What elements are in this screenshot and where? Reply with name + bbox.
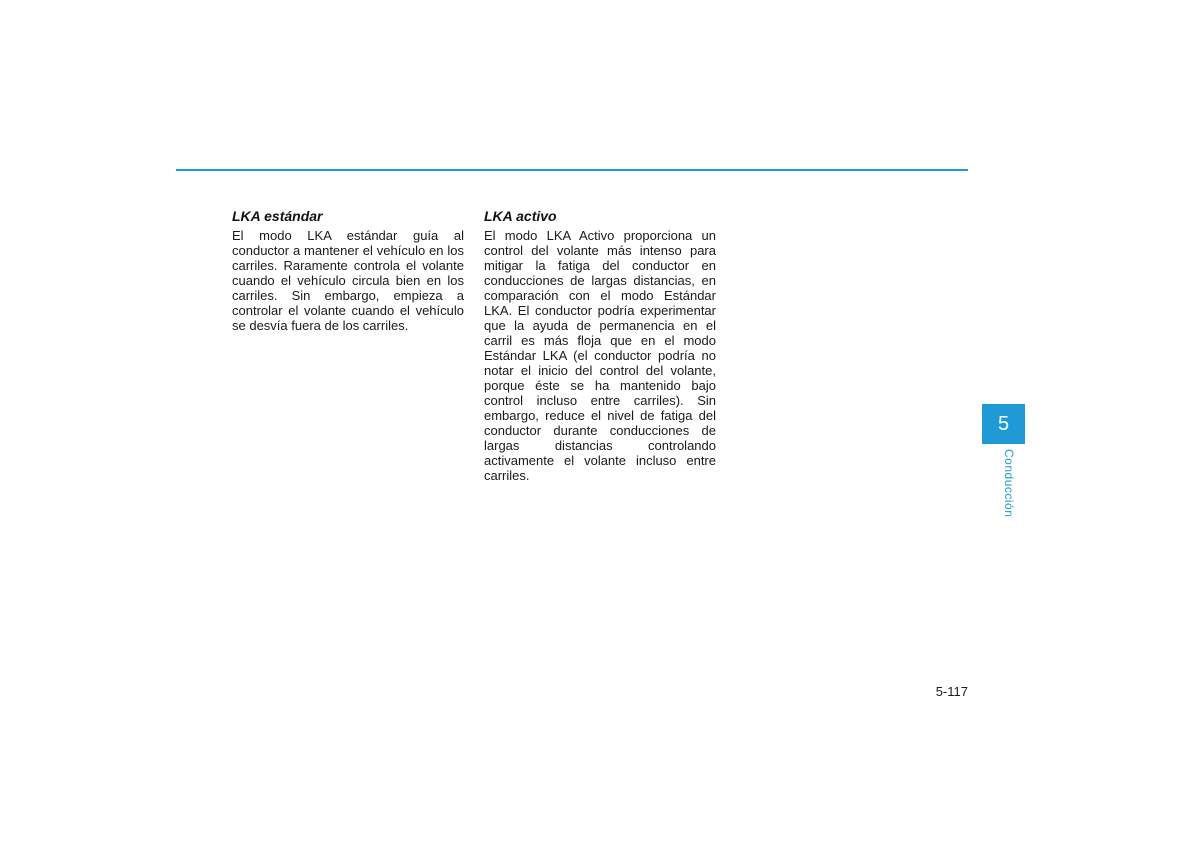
section-body: El modo LKA Activo proporciona un control del volante más intenso para mitigar la fatiga del conductor en conducciones de largas distancias, en comparación con el modo Estándar LKA. El conductor podría experimentar que la ayuda de permanencia en el carril es más floja que en el modo Estándar LKA (el conductor podría no notar el inicio del control del volante, porque éste se ha mantenido bajo control incluso entre carriles). Sin embargo, reduce el nivel de fatiga del conductor durante conducciones de largas distancias controlando activamente el volante incluso entre carriles. bbox=[484, 228, 716, 483]
section-lka-standard bbox=[232, 207, 464, 333]
chapter-number-tab: 5 bbox=[982, 404, 1025, 444]
header-rule bbox=[176, 169, 968, 171]
section-heading: LKA estándar bbox=[232, 208, 323, 224]
page-number: 5-117 bbox=[935, 684, 968, 699]
section-lka-active bbox=[484, 207, 716, 483]
section-body: El modo LKA estándar guía al conductor a mantener el vehículo en los carriles. Raramente controla el volante cuando el vehículo circula bien en los carriles. Sin embargo, empieza a controlar el volante cuando el vehículo se desvía fuera de los carriles. bbox=[232, 228, 464, 333]
section-heading: LKA activo bbox=[484, 208, 557, 224]
chapter-label: Conducción bbox=[1002, 449, 1016, 518]
